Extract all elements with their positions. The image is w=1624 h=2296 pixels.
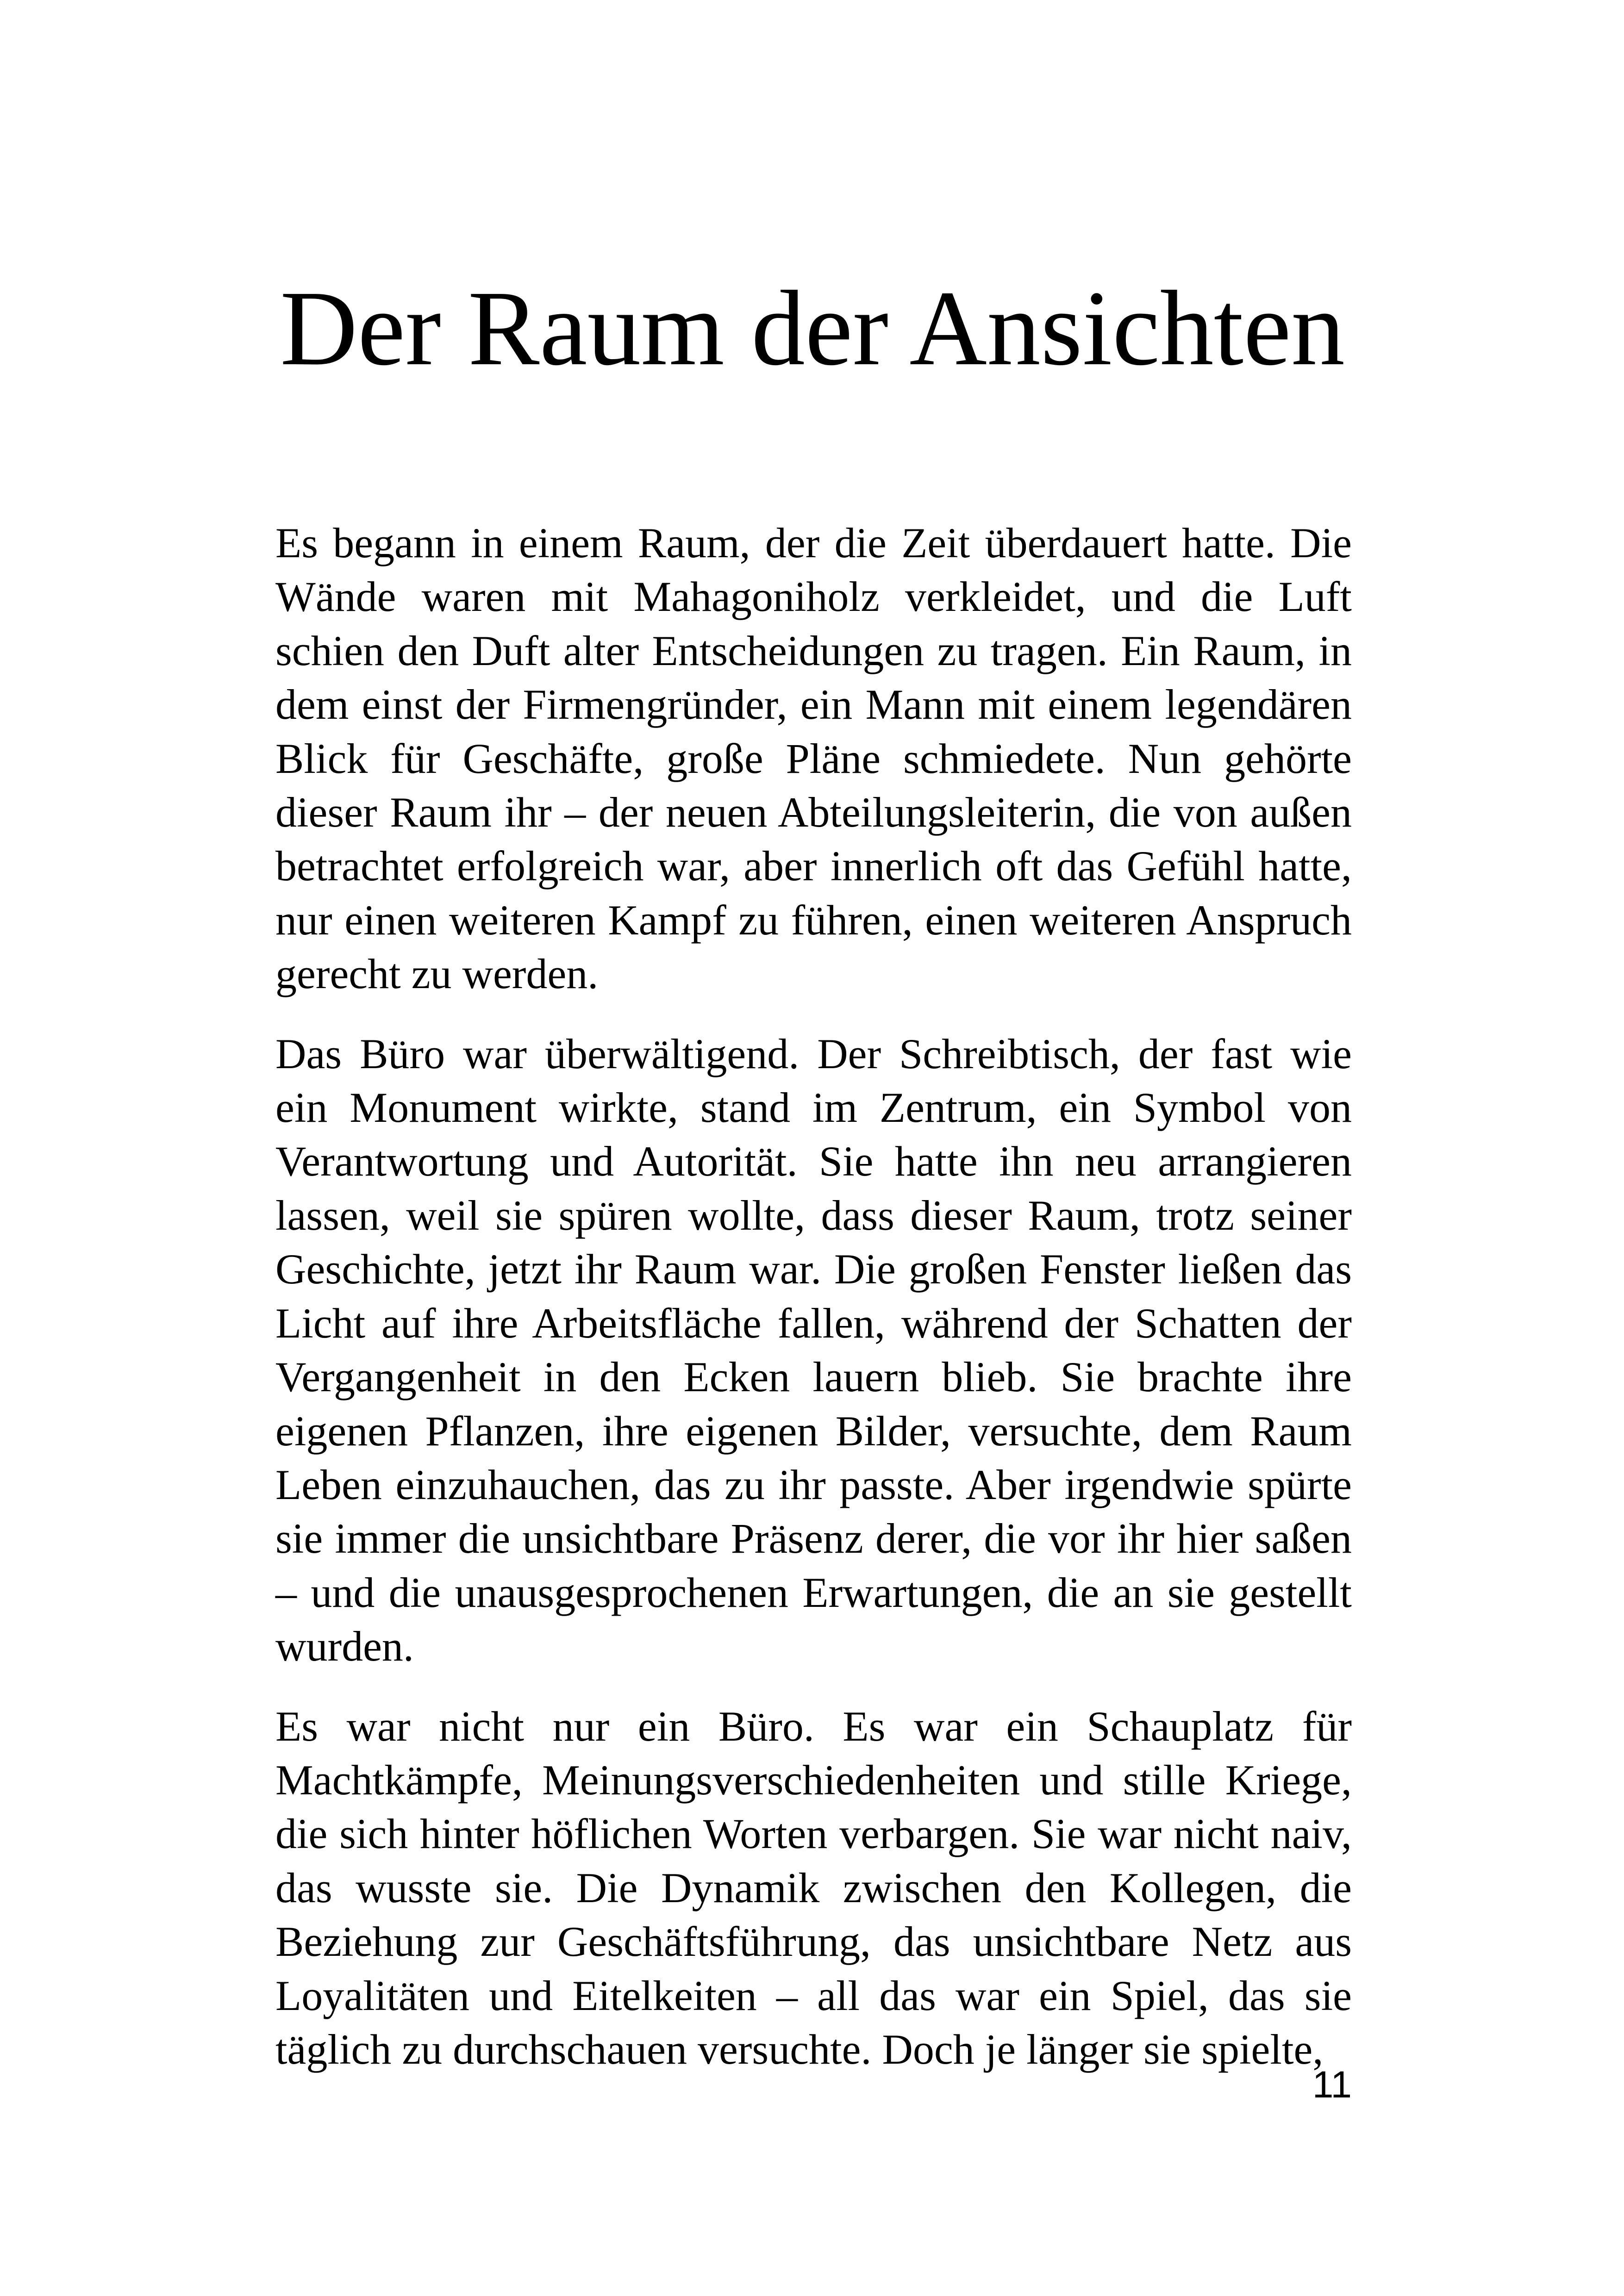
paragraph-3: Es war nicht nur ein Büro. Es war ein Schauplatz für Machtkämpfe, Meinungsverschiedenheiten und stille Kriege, die sich hinter höflichen Worten verbargen. Sie war nicht naiv, das wusste sie. Die Dynamik zwischen den Kollegen, die Beziehung zur Geschäftsführung, das unsichtbare Netz aus Loyalitäten und Eitelkeiten – all das war ein Spiel, das sie täglich zu durchschauen versuchte. Doch je länger sie spielte,: [275, 1702, 1352, 2073]
paragraph-2: Das Büro war überwältigend. Der Schreibtisch, der fast wie ein Monument wirkte, stand im Zentrum, ein Symbol von Verantwortung und Autorität. Sie hatte ihn neu arrangieren lassen, weil sie spüren wollte, dass dieser Raum, trotz seiner Geschichte, jetzt ihr Raum war. Die großen Fenster ließen das Licht auf ihre Arbeitsfläche fallen, während der Schatten der Vergangenheit in den Ecken lauern blieb. Sie brachte ihre eigenen Pflanzen, ihre eigenen Bilder, versuchte, dem Raum Leben einzuhauchen, das zu ihr passte. Aber irgendwie spürte sie immer die unsichtbare Präsenz derer, die vor ihr hier saßen – und die unausgesprochenen Erwartungen, die an sie gestellt wurden.: [275, 1030, 1352, 1670]
body-text: [275, 516, 1352, 2102]
chapter-title: Der Raum der Ansichten: [280, 269, 1345, 388]
page-number: 11: [1312, 2064, 1352, 2106]
paragraph-1: Es begann in einem Raum, der die Zeit überdauert hatte. Die Wände waren mit Mahagoniholz verkleidet, und die Luft schien den Duft alter Entscheidungen zu tragen. Ein Raum, in dem einst der Firmengründer, ein Mann mit einem legendären Blick für Geschäfte, große Pläne schmiedete. Nun gehörte dieser Raum ihr – der neuen Abteilungsleiterin, die von außen betrachtet erfolgreich war, aber innerlich oft das Gefühl hatte, nur einen weiteren Kampf zu führen, einen weiteren Anspruch gerecht zu werden.: [275, 519, 1352, 998]
